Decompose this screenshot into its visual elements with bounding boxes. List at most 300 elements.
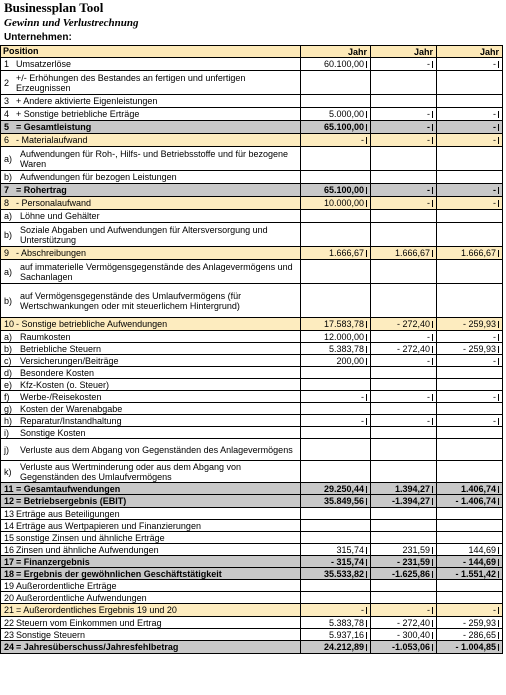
position-cell — [1, 331, 301, 343]
position-number: j) — [4, 444, 9, 455]
year-2-value-cell — [371, 495, 437, 508]
position-number: 14 — [4, 520, 15, 531]
cell-separator-mark — [498, 571, 499, 578]
table-row — [1, 58, 503, 71]
table-row — [1, 556, 503, 568]
position-number: 10 — [4, 319, 15, 329]
year-2-value-cell — [371, 592, 437, 604]
cell-separator-mark — [366, 124, 367, 131]
cell-separator-mark — [432, 632, 433, 639]
year-2-value: - — [427, 109, 430, 119]
year-1-value: - — [361, 135, 364, 145]
year-3-value-cell — [437, 343, 503, 355]
year-3-value-cell — [437, 568, 503, 580]
cell-separator-mark — [366, 358, 367, 365]
year-2-value-cell — [371, 343, 437, 355]
position-number: 16 — [4, 544, 15, 555]
cell-separator-mark — [432, 137, 433, 144]
position-cell — [1, 403, 301, 415]
position-label: Sonstige Steuern — [16, 629, 86, 640]
cell-separator-mark — [366, 418, 367, 425]
position-number: 4 — [4, 109, 10, 119]
cell-separator-mark — [366, 571, 367, 578]
cell-separator-mark — [366, 607, 367, 614]
cell-separator-mark — [498, 358, 499, 365]
cell-separator-mark — [432, 644, 433, 651]
position-cell — [1, 108, 301, 121]
cell-separator-mark — [498, 632, 499, 639]
year-3-value-cell — [437, 391, 503, 403]
position-cell — [1, 556, 301, 568]
year-3-value-cell — [437, 641, 503, 654]
year-2-value-cell — [371, 147, 437, 171]
year-3-value-cell — [437, 532, 503, 544]
year-1-value: 200,00 — [336, 355, 364, 366]
year-1-value: - — [361, 415, 364, 426]
position-number: 3 — [4, 96, 10, 106]
year-1-value-cell — [301, 284, 371, 318]
position-number: d) — [4, 367, 13, 378]
cell-separator-mark — [498, 137, 499, 144]
year-3-value: - — [493, 331, 496, 342]
year-1-value-cell — [301, 568, 371, 580]
position-number: 12 — [4, 496, 15, 506]
year-1-value: 12.000,00 — [323, 331, 364, 342]
year-1-value-cell — [301, 495, 371, 508]
year-2-value: 1.666,67 — [394, 248, 430, 258]
year-3-value-cell — [437, 210, 503, 223]
cell-separator-mark — [366, 346, 367, 353]
table-row — [1, 483, 503, 495]
year-2-value-cell — [371, 439, 437, 461]
year-1-value: - 315,74 — [330, 556, 364, 567]
position-cell — [1, 355, 301, 367]
year-3-value-cell — [437, 184, 503, 197]
position-number: 8 — [4, 198, 10, 208]
year-1-value-cell — [301, 439, 371, 461]
position-label: Kfz-Kosten (o. Steuer) — [20, 379, 110, 390]
table-row — [1, 121, 503, 134]
year-2-value: - — [427, 415, 430, 426]
cell-separator-mark — [498, 111, 499, 118]
year-3-value-cell — [437, 58, 503, 71]
table-row — [1, 247, 503, 260]
position-label: Aufwendungen für Roh-, Hilfs- und Betriebsstoffe und für bezogene Waren — [20, 148, 289, 169]
year-3-value: - 1.004,85 — [455, 642, 496, 652]
year-1-value-cell — [301, 210, 371, 223]
position-number: a) — [4, 211, 13, 221]
year-3-value-cell — [437, 604, 503, 617]
year-2-value-cell — [371, 223, 437, 247]
year-2-value-cell — [371, 95, 437, 108]
year-2-value: - — [427, 355, 430, 366]
position-cell — [1, 260, 301, 284]
year-3-value-cell — [437, 247, 503, 260]
cell-separator-mark — [432, 200, 433, 207]
position-label: = Jahresüberschuss/Jahresfehlbetrag — [16, 642, 179, 652]
position-cell — [1, 210, 301, 223]
year-1-value-cell — [301, 367, 371, 379]
cell-separator-mark — [432, 346, 433, 353]
year-3-value: - 1.551,42 — [455, 568, 496, 579]
year-3-value-cell — [437, 544, 503, 556]
year-1-value-cell — [301, 121, 371, 134]
year-2-value-cell — [371, 121, 437, 134]
table-row — [1, 379, 503, 391]
year-2-value-cell — [371, 641, 437, 654]
table-row — [1, 580, 503, 592]
position-number: b) — [4, 172, 13, 182]
year-2-value: - — [427, 331, 430, 342]
year-1-value: 10.000,00 — [323, 198, 364, 208]
position-number: 5 — [4, 122, 10, 132]
year-1-value-cell — [301, 629, 371, 641]
cell-separator-mark — [366, 334, 367, 341]
position-label: Verluste aus Wertminderung oder aus dem Abgang von Gegenständen des Umlaufvermögens — [20, 461, 241, 482]
position-label: = Rohertrag — [16, 185, 67, 195]
position-number: 6 — [4, 135, 10, 145]
year-1-value-cell — [301, 391, 371, 403]
year-3-value: - — [493, 59, 496, 69]
position-cell — [1, 415, 301, 427]
year-3-value-cell — [437, 121, 503, 134]
position-cell — [1, 483, 301, 495]
year-1-value-cell — [301, 379, 371, 391]
position-number: a) — [4, 266, 13, 277]
year-1-value: 60.100,00 — [323, 59, 364, 69]
year-2-value: - — [427, 391, 430, 402]
cell-separator-mark — [498, 250, 499, 257]
year-3-value-cell — [437, 108, 503, 121]
year-2-value: 1.394,27 — [394, 483, 430, 494]
cell-separator-mark — [432, 486, 433, 493]
year-3-value-cell — [437, 403, 503, 415]
year-1-value-cell — [301, 108, 371, 121]
year-2-value-cell — [371, 379, 437, 391]
year-1-value-cell — [301, 604, 371, 617]
year-1-value-cell — [301, 461, 371, 483]
company-label: Unternehmen: — [4, 32, 72, 43]
year-3-value-cell — [437, 508, 503, 520]
year-2-value-cell — [371, 134, 437, 147]
year-2-value: -1.053,06 — [391, 642, 430, 652]
cell-separator-mark — [366, 394, 367, 401]
year-1-value: - — [361, 391, 364, 402]
table-row — [1, 171, 503, 184]
year-2-value-cell — [371, 391, 437, 403]
year-3-value: - 259,93 — [462, 319, 496, 329]
year-1-value-cell — [301, 247, 371, 260]
year-2-value-cell — [371, 260, 437, 284]
year-2-value: - — [427, 605, 430, 615]
year-3-value-cell — [437, 318, 503, 331]
position-label: + Sonstige betriebliche Erträge — [16, 109, 140, 119]
position-label: Betriebliche Steuern — [20, 343, 102, 354]
year-2-value: - 300,40 — [396, 629, 430, 640]
cell-separator-mark — [432, 559, 433, 566]
cell-separator-mark — [432, 187, 433, 194]
year-1-value-cell — [301, 331, 371, 343]
cell-separator-mark — [498, 334, 499, 341]
cell-separator-mark — [498, 124, 499, 131]
position-number: b) — [4, 295, 13, 306]
year-2-value-cell — [371, 58, 437, 71]
year-1-value-cell — [301, 184, 371, 197]
year-3-value: - — [493, 122, 496, 132]
year-1-value: 35.533,82 — [323, 568, 364, 579]
year-3-value: - — [493, 135, 496, 145]
position-cell — [1, 629, 301, 641]
position-label: auf immaterielle Vermögensgegenstände des Anlagevermögens und Sachanlagen — [20, 261, 293, 282]
position-cell — [1, 284, 301, 318]
cell-separator-mark — [432, 620, 433, 627]
year-3-value-cell — [437, 284, 503, 318]
table-row — [1, 367, 503, 379]
table-row — [1, 184, 503, 197]
position-cell — [1, 95, 301, 108]
position-label: Außerordentliche Erträge — [16, 580, 117, 591]
position-label: = Ergebnis der gewöhnlichen Geschäftstätigkeit — [16, 568, 222, 579]
cell-separator-mark — [432, 61, 433, 68]
year-3-value: - — [493, 198, 496, 208]
year-2-value-cell — [371, 247, 437, 260]
year-1-value-cell — [301, 427, 371, 439]
table-row — [1, 108, 503, 121]
position-number: 21 — [4, 605, 15, 615]
table-row — [1, 71, 503, 95]
year-2-value: - 272,40 — [396, 319, 430, 329]
year-2-value-cell — [371, 532, 437, 544]
year-2-value-cell — [371, 171, 437, 184]
cell-separator-mark — [366, 61, 367, 68]
year-1-value-cell — [301, 197, 371, 210]
year-2-value-cell — [371, 415, 437, 427]
cell-separator-mark — [498, 498, 499, 505]
table-header-row — [1, 46, 503, 58]
position-label: - Abschreibungen — [16, 248, 87, 258]
year-1-value: - — [361, 605, 364, 615]
table-row — [1, 461, 503, 483]
table-row — [1, 544, 503, 556]
table-row — [1, 641, 503, 654]
cell-separator-mark — [366, 644, 367, 651]
cell-separator-mark — [498, 394, 499, 401]
table-row — [1, 532, 503, 544]
year-2-value-cell — [371, 483, 437, 495]
cell-separator-mark — [366, 486, 367, 493]
position-number: 19 — [4, 580, 15, 591]
year-1-value: 29.250,44 — [323, 483, 364, 494]
cell-separator-mark — [366, 200, 367, 207]
position-cell — [1, 427, 301, 439]
year-3-value: - — [493, 605, 496, 615]
table-row — [1, 343, 503, 355]
year-3-value: - 286,65 — [462, 629, 496, 640]
year-1-value: 5.000,00 — [328, 109, 364, 119]
position-cell — [1, 343, 301, 355]
profit-loss-table — [0, 45, 503, 654]
position-label: Kosten der Warenabgabe — [20, 403, 123, 414]
cell-separator-mark — [366, 111, 367, 118]
year-3-value: 1.666,67 — [460, 248, 496, 258]
year-2-value: - — [427, 59, 430, 69]
table-row — [1, 604, 503, 617]
position-cell — [1, 461, 301, 483]
cell-separator-mark — [432, 571, 433, 578]
year-1-value-cell — [301, 483, 371, 495]
year-2-value: - 272,40 — [396, 617, 430, 628]
table-row — [1, 415, 503, 427]
position-number: 1 — [4, 59, 10, 69]
year-2-value-cell — [371, 184, 437, 197]
cell-separator-mark — [498, 418, 499, 425]
page-title: Businessplan Tool — [4, 0, 104, 15]
table-row — [1, 210, 503, 223]
position-label: Steuern vom Einkommen und Ertrag — [16, 617, 162, 628]
year-3-value: - — [493, 109, 496, 119]
position-label: - Personalaufwand — [16, 198, 92, 208]
position-cell — [1, 71, 301, 95]
year-3-value-cell — [437, 592, 503, 604]
table-row — [1, 260, 503, 284]
position-label: Soziale Abgaben und Aufwendungen für Altersversorgung und Unterstützung — [20, 224, 268, 245]
year-3-value-cell — [437, 379, 503, 391]
cell-separator-mark — [498, 620, 499, 627]
year-2-value-cell — [371, 108, 437, 121]
cell-separator-mark — [366, 187, 367, 194]
position-cell — [1, 391, 301, 403]
position-number: 13 — [4, 508, 15, 519]
column-header-year-1: Jahr — [301, 46, 371, 58]
position-cell — [1, 532, 301, 544]
position-cell — [1, 568, 301, 580]
year-1-value-cell — [301, 134, 371, 147]
position-cell — [1, 58, 301, 71]
position-cell — [1, 134, 301, 147]
year-1-value-cell — [301, 508, 371, 520]
table-row — [1, 495, 503, 508]
year-2-value: - 272,40 — [396, 343, 430, 354]
position-number: 20 — [4, 592, 15, 603]
year-2-value: - — [427, 135, 430, 145]
year-1-value-cell — [301, 171, 371, 184]
cell-separator-mark — [366, 250, 367, 257]
position-cell — [1, 318, 301, 331]
position-label: Verluste aus dem Abgang von Gegenständen des Anlagevermögens — [20, 444, 293, 455]
year-3-value-cell — [437, 367, 503, 379]
position-number: 17 — [4, 556, 15, 567]
year-1-value-cell — [301, 617, 371, 629]
table-row — [1, 197, 503, 210]
position-label: Erträge aus Beteiligungen — [16, 508, 120, 519]
position-cell — [1, 171, 301, 184]
cell-separator-mark — [366, 632, 367, 639]
year-1-value-cell — [301, 147, 371, 171]
table-row — [1, 568, 503, 580]
position-label: Umsatzerlöse — [16, 59, 72, 69]
year-3-value-cell — [437, 197, 503, 210]
position-number: 22 — [4, 617, 15, 628]
position-label: Besondere Kosten — [20, 367, 95, 378]
year-2-value: 231,59 — [402, 544, 430, 555]
year-1-value: 5.937,16 — [328, 629, 364, 640]
table-row — [1, 95, 503, 108]
year-2-value-cell — [371, 210, 437, 223]
position-number: 24 — [4, 642, 15, 652]
year-3-value-cell — [437, 355, 503, 367]
year-1-value: 5.383,78 — [328, 617, 364, 628]
cell-separator-mark — [498, 559, 499, 566]
year-2-value-cell — [371, 461, 437, 483]
position-cell — [1, 223, 301, 247]
year-3-value-cell — [437, 415, 503, 427]
year-1-value: 65.100,00 — [323, 185, 364, 195]
position-cell — [1, 184, 301, 197]
position-cell — [1, 367, 301, 379]
position-number: 11 — [4, 483, 14, 494]
cell-separator-mark — [432, 547, 433, 554]
table-row — [1, 147, 503, 171]
position-number: e) — [4, 379, 13, 390]
year-3-value-cell — [437, 223, 503, 247]
year-1-value-cell — [301, 95, 371, 108]
position-label: = Betriebsergebnis (EBIT) — [16, 496, 127, 506]
position-label: Aufwendungen für bezogen Leistungen — [20, 172, 177, 182]
year-2-value-cell — [371, 331, 437, 343]
position-cell — [1, 617, 301, 629]
position-cell — [1, 147, 301, 171]
position-label: Löhne und Gehälter — [20, 211, 100, 221]
year-1-value: 35.849,56 — [323, 496, 364, 506]
year-2-value-cell — [371, 617, 437, 629]
cell-separator-mark — [498, 486, 499, 493]
cell-separator-mark — [498, 321, 499, 328]
year-3-value-cell — [437, 461, 503, 483]
position-cell — [1, 592, 301, 604]
cell-separator-mark — [366, 498, 367, 505]
position-cell — [1, 379, 301, 391]
cell-separator-mark — [498, 61, 499, 68]
year-1-value-cell — [301, 403, 371, 415]
year-3-value-cell — [437, 427, 503, 439]
cell-separator-mark — [498, 607, 499, 614]
year-3-value-cell — [437, 71, 503, 95]
cell-separator-mark — [498, 187, 499, 194]
position-cell — [1, 544, 301, 556]
year-2-value-cell — [371, 556, 437, 568]
position-label: - Sonstige betriebliche Aufwendungen — [16, 319, 168, 329]
year-2-value: -1.394,27 — [391, 496, 430, 506]
year-1-value-cell — [301, 318, 371, 331]
year-3-value: 144,69 — [468, 544, 496, 555]
year-1-value-cell — [301, 592, 371, 604]
column-header-position: Position — [1, 46, 301, 58]
position-label: +/- Erhöhungen des Bestandes an fertigen und unfertigen Erzeugnissen — [16, 72, 246, 93]
position-number: a) — [4, 153, 13, 164]
cell-separator-mark — [432, 124, 433, 131]
year-1-value: 17.583,78 — [323, 319, 364, 329]
year-1-value-cell — [301, 343, 371, 355]
year-2-value-cell — [371, 427, 437, 439]
year-2-value: - 231,59 — [396, 556, 430, 567]
cell-separator-mark — [366, 321, 367, 328]
table-row — [1, 318, 503, 331]
year-1-value-cell — [301, 520, 371, 532]
position-cell — [1, 580, 301, 592]
position-label: Sonstige Kosten — [20, 427, 86, 438]
position-cell — [1, 495, 301, 508]
year-3-value-cell — [437, 171, 503, 184]
